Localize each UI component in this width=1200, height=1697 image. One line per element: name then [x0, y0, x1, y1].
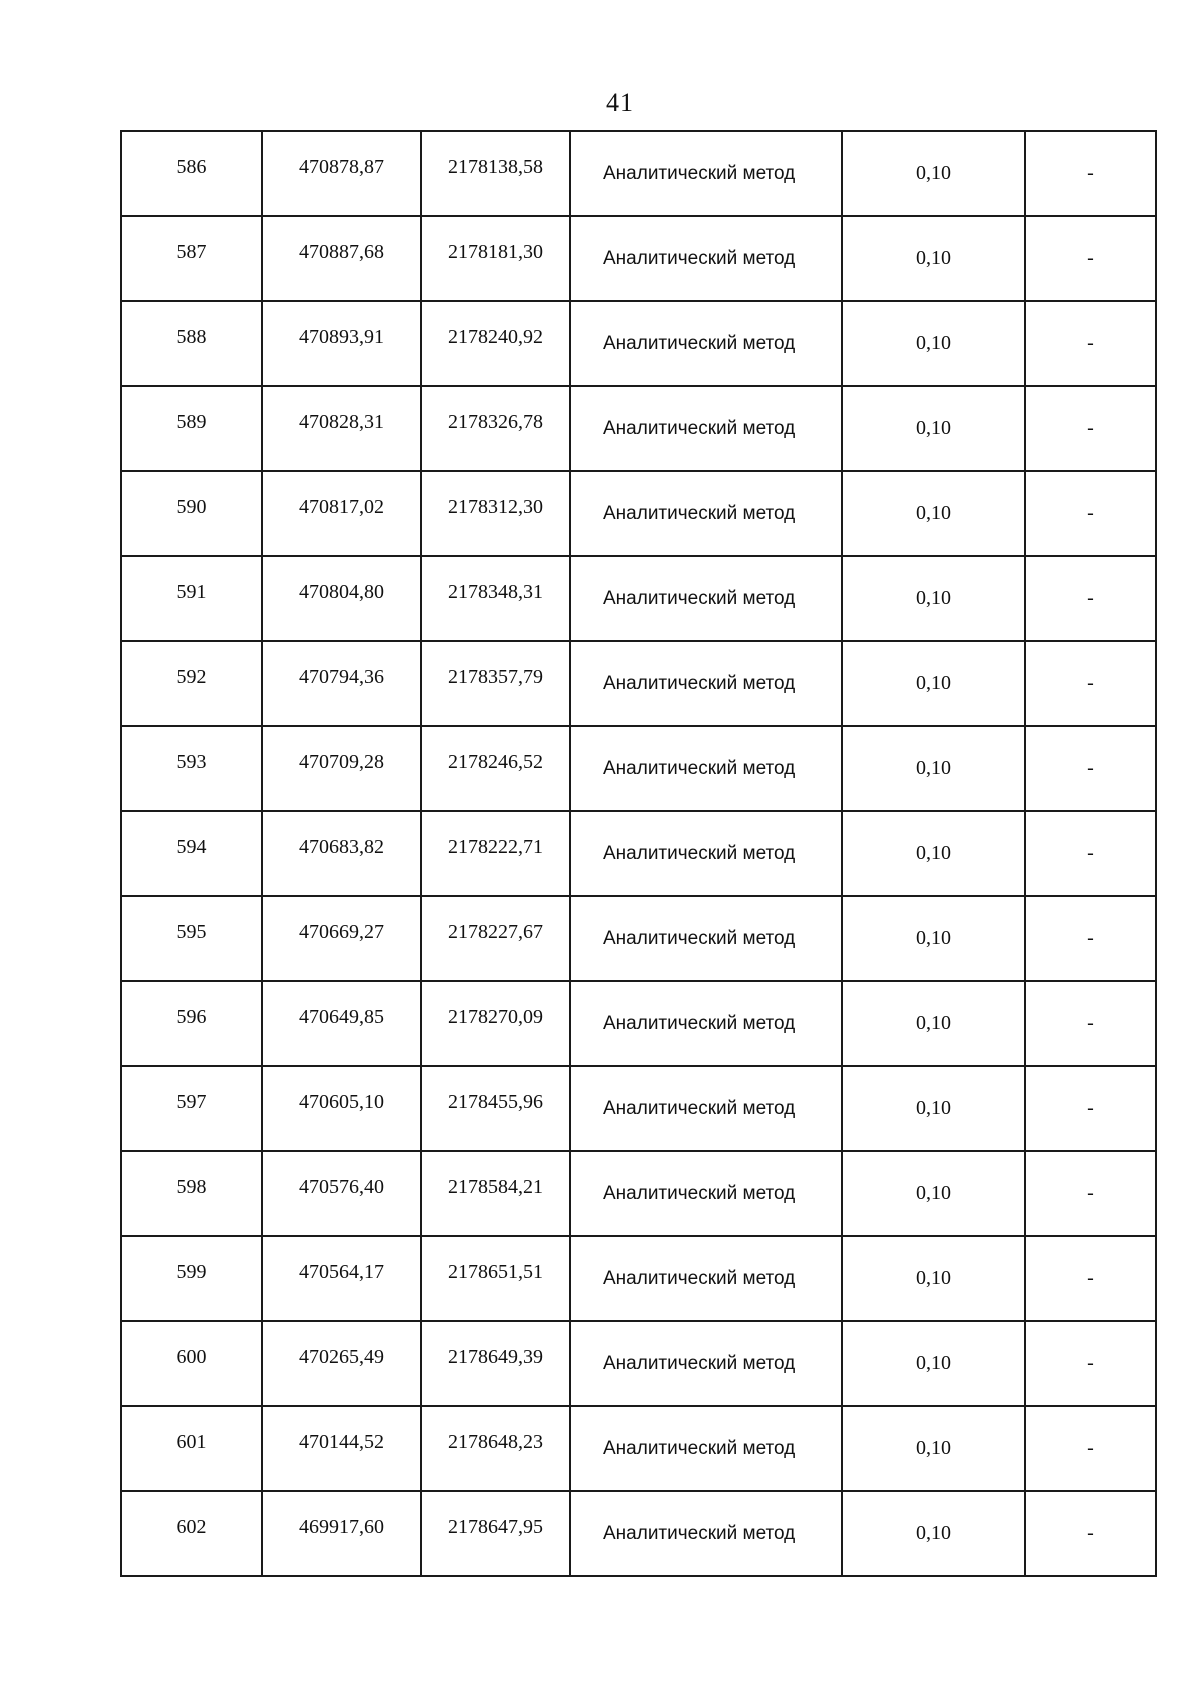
point-number-cell [121, 1236, 262, 1321]
y-coordinate-cell [421, 471, 570, 556]
description-cell: - [1025, 726, 1156, 811]
description-cell: - [1025, 216, 1156, 301]
accuracy-cell: 0,10 [842, 386, 1025, 471]
description-cell: - [1025, 301, 1156, 386]
method-cell: Аналитический метод [570, 1236, 842, 1321]
table-row [121, 556, 1156, 641]
x-coordinate-cell [262, 1321, 421, 1406]
x-coordinate: 470794,36 [299, 666, 384, 688]
point-number: 592 [176, 666, 207, 688]
y-coordinate: 2178222,71 [448, 836, 543, 858]
accuracy-cell: 0,10 [842, 301, 1025, 386]
point-number: 593 [176, 751, 207, 773]
table-row [121, 726, 1156, 811]
point-number-cell [121, 726, 262, 811]
method-cell: Аналитический метод [570, 556, 842, 641]
description-cell: - [1025, 896, 1156, 981]
x-coordinate: 470817,02 [299, 496, 384, 518]
y-coordinate: 2178649,39 [448, 1346, 543, 1368]
y-coordinate-cell [421, 386, 570, 471]
method-cell: Аналитический метод [570, 896, 842, 981]
point-number: 590 [176, 496, 207, 518]
y-coordinate-cell [421, 641, 570, 726]
table-row [121, 1491, 1156, 1576]
description-cell: - [1025, 1321, 1156, 1406]
point-number: 599 [176, 1261, 207, 1283]
y-coordinate: 2178357,79 [448, 666, 543, 688]
y-coordinate: 2178455,96 [448, 1091, 543, 1113]
table-row [121, 216, 1156, 301]
table-row [121, 1406, 1156, 1491]
point-number-cell [121, 1321, 262, 1406]
x-coordinate: 470887,68 [299, 241, 384, 263]
x-coordinate: 470265,49 [299, 1346, 384, 1368]
point-number: 602 [176, 1516, 207, 1538]
y-coordinate: 2178647,95 [448, 1516, 543, 1538]
y-coordinate: 2178312,30 [448, 496, 543, 518]
point-number-cell [121, 1066, 262, 1151]
x-coordinate: 470144,52 [299, 1431, 384, 1453]
point-number-cell [121, 641, 262, 726]
description-cell: - [1025, 556, 1156, 641]
x-coordinate: 470709,28 [299, 751, 384, 773]
description-cell: - [1025, 641, 1156, 726]
x-coordinate: 470564,17 [299, 1261, 384, 1283]
point-number: 600 [176, 1346, 207, 1368]
point-number-cell [121, 811, 262, 896]
x-coordinate-cell [262, 386, 421, 471]
description-cell: - [1025, 1406, 1156, 1491]
accuracy-cell: 0,10 [842, 896, 1025, 981]
point-number-cell [121, 471, 262, 556]
x-coordinate: 470605,10 [299, 1091, 384, 1113]
point-number: 597 [176, 1091, 207, 1113]
y-coordinate-cell [421, 131, 570, 216]
point-number: 601 [176, 1431, 207, 1453]
description-cell: - [1025, 1066, 1156, 1151]
table-row [121, 1151, 1156, 1236]
y-coordinate-cell [421, 216, 570, 301]
table-row [121, 981, 1156, 1066]
coordinates-table [120, 130, 1157, 1577]
accuracy-cell: 0,10 [842, 1321, 1025, 1406]
y-coordinate-cell [421, 1406, 570, 1491]
table-row [121, 301, 1156, 386]
point-number: 588 [176, 326, 207, 348]
accuracy-cell: 0,10 [842, 981, 1025, 1066]
description-cell: - [1025, 1236, 1156, 1321]
y-coordinate-cell [421, 981, 570, 1066]
point-number: 595 [176, 921, 207, 943]
y-coordinate: 2178240,92 [448, 326, 543, 348]
x-coordinate: 470804,80 [299, 581, 384, 603]
y-coordinate: 2178648,23 [448, 1431, 543, 1453]
y-coordinate: 2178181,30 [448, 241, 543, 263]
y-coordinate: 2178348,31 [448, 581, 543, 603]
accuracy-cell: 0,10 [842, 216, 1025, 301]
accuracy-cell: 0,10 [842, 556, 1025, 641]
x-coordinate: 470893,91 [299, 326, 384, 348]
y-coordinate-cell [421, 1491, 570, 1576]
y-coordinate: 2178138,58 [448, 156, 543, 178]
method-cell: Аналитический метод [570, 1151, 842, 1236]
point-number-cell [121, 301, 262, 386]
point-number-cell [121, 131, 262, 216]
point-number-cell [121, 896, 262, 981]
point-number: 591 [176, 581, 207, 603]
x-coordinate: 470649,85 [299, 1006, 384, 1028]
method-cell: Аналитический метод [570, 811, 842, 896]
y-coordinate: 2178227,67 [448, 921, 543, 943]
point-number-cell [121, 1491, 262, 1576]
x-coordinate-cell [262, 1406, 421, 1491]
y-coordinate-cell [421, 726, 570, 811]
method-cell: Аналитический метод [570, 1066, 842, 1151]
y-coordinate-cell [421, 811, 570, 896]
x-coordinate-cell [262, 216, 421, 301]
x-coordinate-cell [262, 556, 421, 641]
x-coordinate-cell [262, 1066, 421, 1151]
accuracy-cell: 0,10 [842, 471, 1025, 556]
table-row [121, 1236, 1156, 1321]
x-coordinate-cell [262, 1236, 421, 1321]
accuracy-cell: 0,10 [842, 1151, 1025, 1236]
x-coordinate: 470576,40 [299, 1176, 384, 1198]
page-number: 41 [606, 88, 634, 117]
description-cell: - [1025, 1491, 1156, 1576]
x-coordinate: 469917,60 [299, 1516, 384, 1538]
point-number-cell [121, 556, 262, 641]
table-row [121, 386, 1156, 471]
point-number-cell [121, 386, 262, 471]
x-coordinate-cell [262, 1491, 421, 1576]
method-cell: Аналитический метод [570, 981, 842, 1066]
y-coordinate: 2178584,21 [448, 1176, 543, 1198]
table-row [121, 896, 1156, 981]
x-coordinate-cell [262, 726, 421, 811]
y-coordinate: 2178246,52 [448, 751, 543, 773]
table-body [121, 131, 1156, 1576]
description-cell: - [1025, 131, 1156, 216]
description-cell: - [1025, 1151, 1156, 1236]
accuracy-cell: 0,10 [842, 1236, 1025, 1321]
table-row [121, 641, 1156, 726]
x-coordinate-cell [262, 641, 421, 726]
method-cell: Аналитический метод [570, 1321, 842, 1406]
point-number: 598 [176, 1176, 207, 1198]
method-cell: Аналитический метод [570, 471, 842, 556]
accuracy-cell: 0,10 [842, 811, 1025, 896]
x-coordinate-cell [262, 471, 421, 556]
method-cell: Аналитический метод [570, 1406, 842, 1491]
point-number-cell [121, 981, 262, 1066]
method-cell: Аналитический метод [570, 301, 842, 386]
description-cell: - [1025, 981, 1156, 1066]
x-coordinate-cell [262, 811, 421, 896]
x-coordinate-cell [262, 131, 421, 216]
method-cell: Аналитический метод [570, 131, 842, 216]
accuracy-cell: 0,10 [842, 726, 1025, 811]
method-cell: Аналитический метод [570, 1491, 842, 1576]
table-row [121, 811, 1156, 896]
point-number-cell [121, 216, 262, 301]
y-coordinate-cell [421, 556, 570, 641]
table-row [121, 131, 1156, 216]
method-cell: Аналитический метод [570, 726, 842, 811]
description-cell: - [1025, 471, 1156, 556]
x-coordinate-cell [262, 301, 421, 386]
x-coordinate: 470878,87 [299, 156, 384, 178]
x-coordinate-cell [262, 1151, 421, 1236]
point-number-cell [121, 1406, 262, 1491]
x-coordinate: 470683,82 [299, 836, 384, 858]
point-number: 594 [176, 836, 207, 858]
y-coordinate-cell [421, 1321, 570, 1406]
method-cell: Аналитический метод [570, 386, 842, 471]
table-row [121, 471, 1156, 556]
point-number-cell [121, 1151, 262, 1236]
point-number: 589 [176, 411, 207, 433]
x-coordinate: 470828,31 [299, 411, 384, 433]
y-coordinate-cell [421, 1151, 570, 1236]
accuracy-cell: 0,10 [842, 1406, 1025, 1491]
table-row [121, 1321, 1156, 1406]
accuracy-cell: 0,10 [842, 641, 1025, 726]
y-coordinate-cell [421, 1236, 570, 1321]
y-coordinate-cell [421, 301, 570, 386]
point-number: 596 [176, 1006, 207, 1028]
x-coordinate: 470669,27 [299, 921, 384, 943]
y-coordinate: 2178326,78 [448, 411, 543, 433]
method-cell: Аналитический метод [570, 641, 842, 726]
method-cell: Аналитический метод [570, 216, 842, 301]
y-coordinate-cell [421, 1066, 570, 1151]
accuracy-cell: 0,10 [842, 131, 1025, 216]
table-row [121, 1066, 1156, 1151]
description-cell: - [1025, 386, 1156, 471]
accuracy-cell: 0,10 [842, 1066, 1025, 1151]
description-cell: - [1025, 811, 1156, 896]
y-coordinate: 2178651,51 [448, 1261, 543, 1283]
y-coordinate: 2178270,09 [448, 1006, 543, 1028]
y-coordinate-cell [421, 896, 570, 981]
point-number: 587 [176, 241, 207, 263]
x-coordinate-cell [262, 896, 421, 981]
x-coordinate-cell [262, 981, 421, 1066]
point-number: 586 [176, 156, 207, 178]
accuracy-cell: 0,10 [842, 1491, 1025, 1576]
